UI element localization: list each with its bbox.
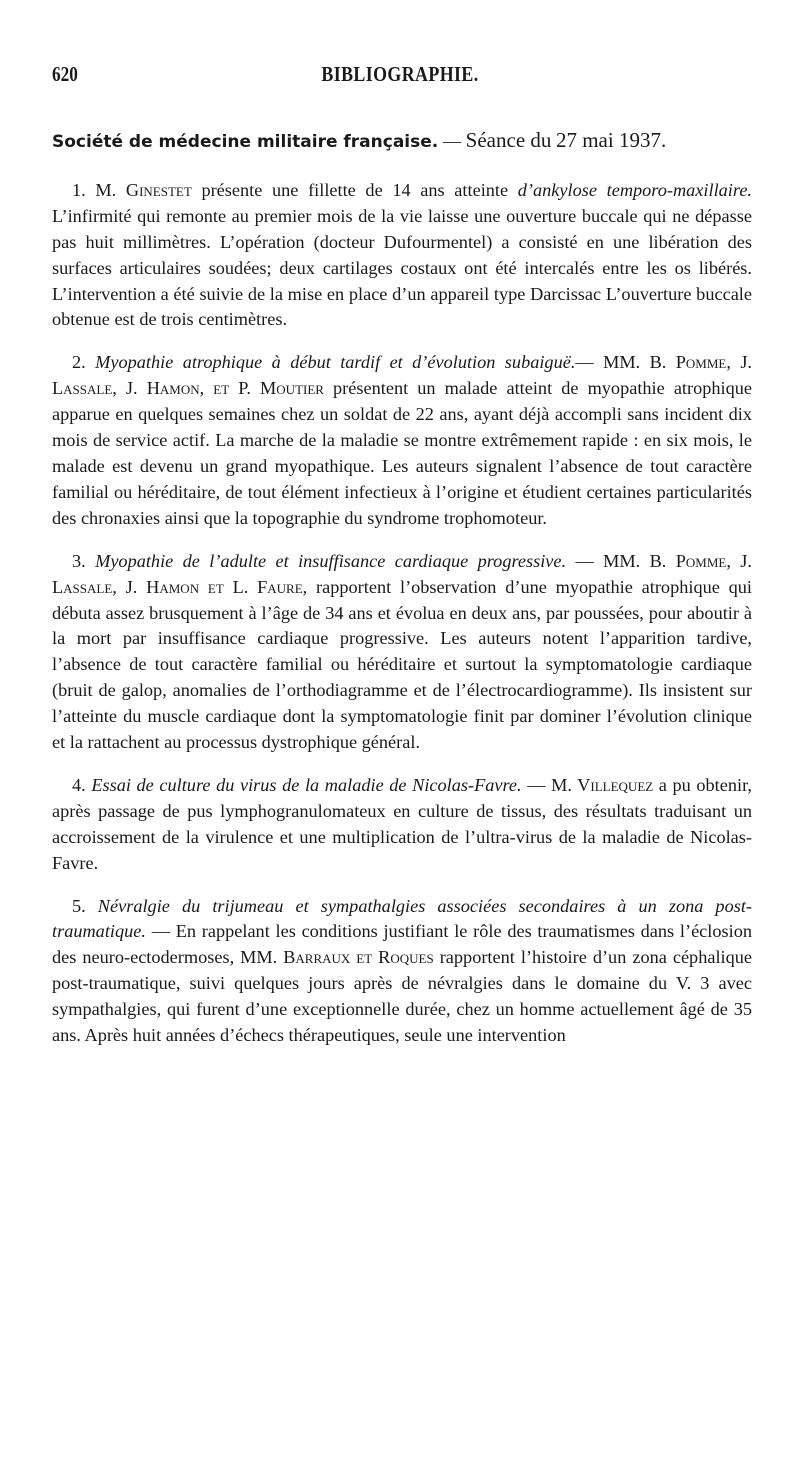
section-heading <box>52 128 752 156</box>
entry-text: L’infirmité qui remonte au premier mois de la vie laisse une ouverture buccale qui ne dépasse pas huit millimètres. L’opération (docteur Dufourmentel) a consisté en une libération des surfaces articulaires soudées; deux cartilages costaux ont été intercalés entre les os libérés. L’intervention a été suivie de la mise en place d’un appareil type Darcissac L’ouverture buccale obtenue est de trois centimètres. <box>52 205 752 330</box>
entry-3 <box>52 549 752 756</box>
entry-number: 3. <box>72 550 86 571</box>
entry-text: rapportent l’histoire d’un zona céphalique post-traumatique, suivi quelques jours après de névralgies dans le domaine du V. 3 avec sympathalgies, qui furent d’une exceptionnelle durée, chez un homme actuellement âgé de 35 ans. Après huit années d’échecs thérapeutiques, seule une intervention <box>52 947 753 1046</box>
entry-text: présente une fillette de 14 ans atteinte <box>191 179 518 200</box>
entry-number: 2. <box>72 352 86 373</box>
entry-text: — En rappelant les conditions justifiant le rôle des traumatismes dans l’éclosion des neuro-ectodermoses, MM. <box>52 921 752 968</box>
society-name: Société de médecine militaire française. <box>52 132 439 152</box>
entry-text: rapportent l’observation d’une myopathie atrophique qui débuta assez brusquement à l’âge de 34 ans et évolua en deux ans, par poussées, pour aboutir à la mort par insuffisance cardiaque progressive. Les auteurs notent l’apparition tardive, l’absence de tout caractère familial ou héréditaire et surtout la symptomatologie cardiaque (bruit de galop, anomalies de l’orthodiagramme et de l’électrocardiogramme). Ils insistent sur l’atteinte du muscle cardiaque dont la symptomatologie finit par dominer l’évolution clinique et la rattachent au processus dystrophique général. <box>52 576 752 753</box>
entry-number: 1. <box>72 179 86 200</box>
heading-dash: — <box>438 131 466 151</box>
entry-4 <box>52 773 752 877</box>
entry-title: Essai de culture du virus de la maladie de Nicolas-Favre. <box>91 774 522 795</box>
entry-author: Ginestet <box>125 179 192 200</box>
entry-title: Myopathie de l’adulte et insuffisance cardiaque progressive. <box>95 550 567 571</box>
page-header <box>52 62 748 88</box>
running-head: BIBLIOGRAPHIE. <box>321 62 479 86</box>
entry-authors: — MM. B. Pomme, J. Lassale, J. Hamon, et P. Moutier <box>52 352 752 399</box>
entry-title: Névralgie du trijumeau et sympathalgies associées secondaires à un zona post-traumatique. <box>52 895 752 942</box>
entry-authors-prefix: M. <box>95 179 126 200</box>
page-content <box>52 128 752 1066</box>
entry-text: présentent un malade atteint de myopathie atrophique apparue en quelques semaines chez un soldat de 22 ans, ayant déjà accompli sans incident dix mois de service actif. La marche de la maladie se montre extrêmement rapide : en six mois, le malade est devenu un grand myopathique. Les auteurs signalent l’absence de tout caractère familial ou héréditaire, de tout élément infectieux à l’origine et étudient certaines particularités des chronaxies ainsi que la topographie du syndrome trophomoteur. <box>52 378 752 528</box>
entry-number: 4. <box>72 774 86 795</box>
entry-title: Myopathie atrophique à début tardif et d’évolution subaiguë. <box>95 352 576 373</box>
entry-authors: — MM. B. Pomme, J. Lassale, J. Hamon et L. Faure, <box>52 550 752 597</box>
entry-title: d’ankylose temporo-maxillaire. <box>517 179 752 200</box>
seance-date: 27 mai 1937. <box>555 128 667 152</box>
entry-1 <box>52 178 752 333</box>
entry-5 <box>52 894 752 1049</box>
entry-authors: — M. Villequez <box>521 774 654 795</box>
seance-label: Séance du <box>465 128 552 152</box>
entry-number: 5. <box>72 895 86 916</box>
page-number: 620 <box>52 62 78 86</box>
entry-text: a pu obtenir, après passage de pus lymphogranulomateux en culture de tissus, des résultats traduisant un accroissement de la virulence et une multiplication de l’ultra-virus de la maladie de Nicolas-Favre. <box>52 774 753 873</box>
entry-authors: Barraux et Roques <box>283 947 434 968</box>
entry-2 <box>52 350 752 531</box>
